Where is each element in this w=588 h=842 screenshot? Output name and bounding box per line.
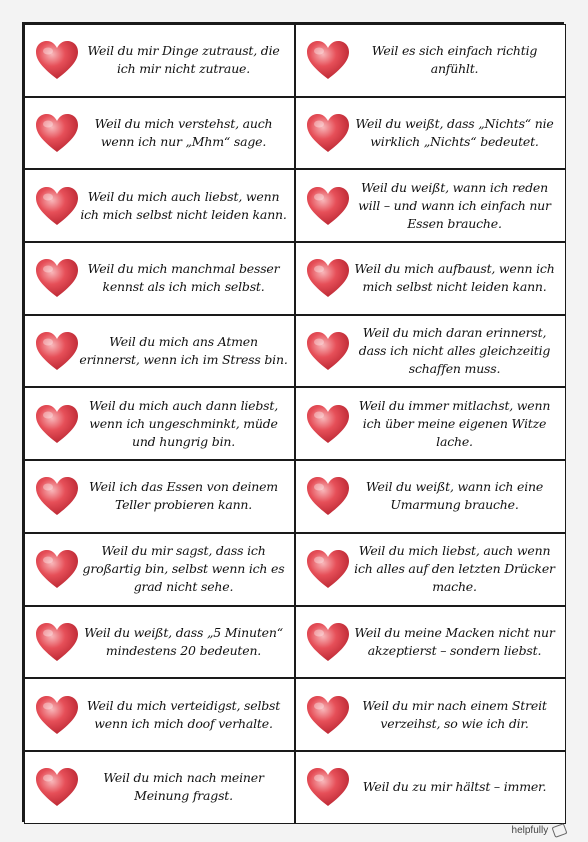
reason-card (295, 315, 566, 388)
reason-text: Weil du mich ans Atmen erinnerst, wenn ich im Stress bin. (79, 334, 288, 368)
reason-card (24, 169, 295, 242)
reason-card (24, 315, 295, 388)
reason-text: Weil du mir nach einem Streit verzeihst, so wie ich dir. (362, 697, 547, 731)
heart-icon (34, 185, 80, 227)
reason-card (295, 97, 566, 170)
reason-card (295, 242, 566, 315)
reason-card (24, 606, 295, 679)
heart-icon (305, 112, 351, 154)
reason-text: Weil du mir Dinge zutraust, die ich mir nicht zutraue. (87, 43, 280, 77)
reason-text: Weil du weißt, dass „Nichts“ nie wirklich „Nichts“ bedeutet. (355, 116, 554, 150)
reason-text: Weil du weißt, wann ich reden will – und wann ich einfach nur Essen brauche. (358, 179, 551, 231)
reason-text: Weil du mich nach meiner Meinung fragst. (103, 770, 264, 804)
heart-icon (34, 694, 80, 736)
reason-text: Weil du immer mitlachst, wenn ich über meine eigenen Witze lache. (358, 397, 551, 449)
reason-text: Weil du mich auch liebst, wenn ich mich selbst nicht leiden kann. (80, 188, 287, 222)
card-sheet (22, 22, 564, 822)
reason-text: Weil du meine Macken nicht nur akzeptierst – sondern liebst. (354, 624, 555, 658)
reason-card (295, 169, 566, 242)
heart-icon (305, 621, 351, 663)
reason-text: Weil du mich verstehst, auch wenn ich nur „Mhm“ sage. (94, 116, 273, 150)
heart-icon (34, 403, 80, 445)
heart-icon (305, 330, 351, 372)
heart-icon (305, 475, 351, 517)
reason-card (295, 387, 566, 460)
heart-icon (34, 257, 80, 299)
reason-text: Weil du mich manchmal besser kennst als ich mich selbst. (87, 261, 280, 295)
heart-icon (305, 766, 351, 808)
card-grid (22, 22, 564, 822)
reason-card (24, 460, 295, 533)
reason-card (295, 606, 566, 679)
reason-text: Weil du mich aufbaust, wenn ich mich selbst nicht leiden kann. (354, 261, 555, 295)
heart-icon (305, 185, 351, 227)
reason-card (295, 678, 566, 751)
heart-icon (34, 112, 80, 154)
reason-card (295, 460, 566, 533)
reason-card (24, 387, 295, 460)
heart-icon (305, 403, 351, 445)
reason-card (24, 533, 295, 606)
reason-card (24, 242, 295, 315)
reason-text: Weil du weißt, wann ich eine Umarmung brauche. (365, 479, 544, 513)
reason-card (24, 97, 295, 170)
reason-text: Weil du mich verteidigst, selbst wenn ich mich doof verhalte. (86, 697, 281, 731)
heart-icon (34, 39, 80, 81)
reason-text: Weil du mich auch dann liebst, wenn ich ungeschminkt, müde und hungrig bin. (89, 397, 278, 449)
heart-icon (34, 621, 80, 663)
reason-card (295, 751, 566, 824)
reason-card (295, 533, 566, 606)
reason-text: Weil du mir sagst, dass ich großartig bin, selbst wenn ich es grad nicht sehe. (82, 543, 285, 595)
heart-icon (34, 548, 80, 590)
heart-icon (305, 694, 351, 736)
reason-text: Weil du weißt, dass „5 Minuten“ mindestens 20 bedeuten. (84, 624, 283, 658)
reason-text: Weil du mich liebst, auch wenn ich alles auf den letzten Drücker mache. (354, 543, 555, 595)
brand-logo (512, 825, 566, 836)
heart-icon (305, 548, 351, 590)
heart-icon (305, 257, 351, 299)
paper-plane-icon (552, 823, 568, 838)
reason-text: Weil du zu mir hältst – immer. (362, 779, 547, 795)
reason-card (24, 678, 295, 751)
reason-text: Weil du mich daran erinnerst, dass ich nicht alles gleichzeitig schaffen muss. (358, 325, 551, 377)
reason-card (24, 24, 295, 97)
heart-icon (34, 330, 80, 372)
heart-icon (34, 766, 80, 808)
brand-name: helpfully (511, 825, 549, 836)
heart-icon (305, 39, 351, 81)
heart-icon (34, 475, 80, 517)
reason-card (24, 751, 295, 824)
reason-card (295, 24, 566, 97)
reason-text: Weil ich das Essen von deinem Teller probieren kann. (89, 479, 278, 513)
reason-text: Weil es sich einfach richtig anfühlt. (371, 43, 538, 77)
